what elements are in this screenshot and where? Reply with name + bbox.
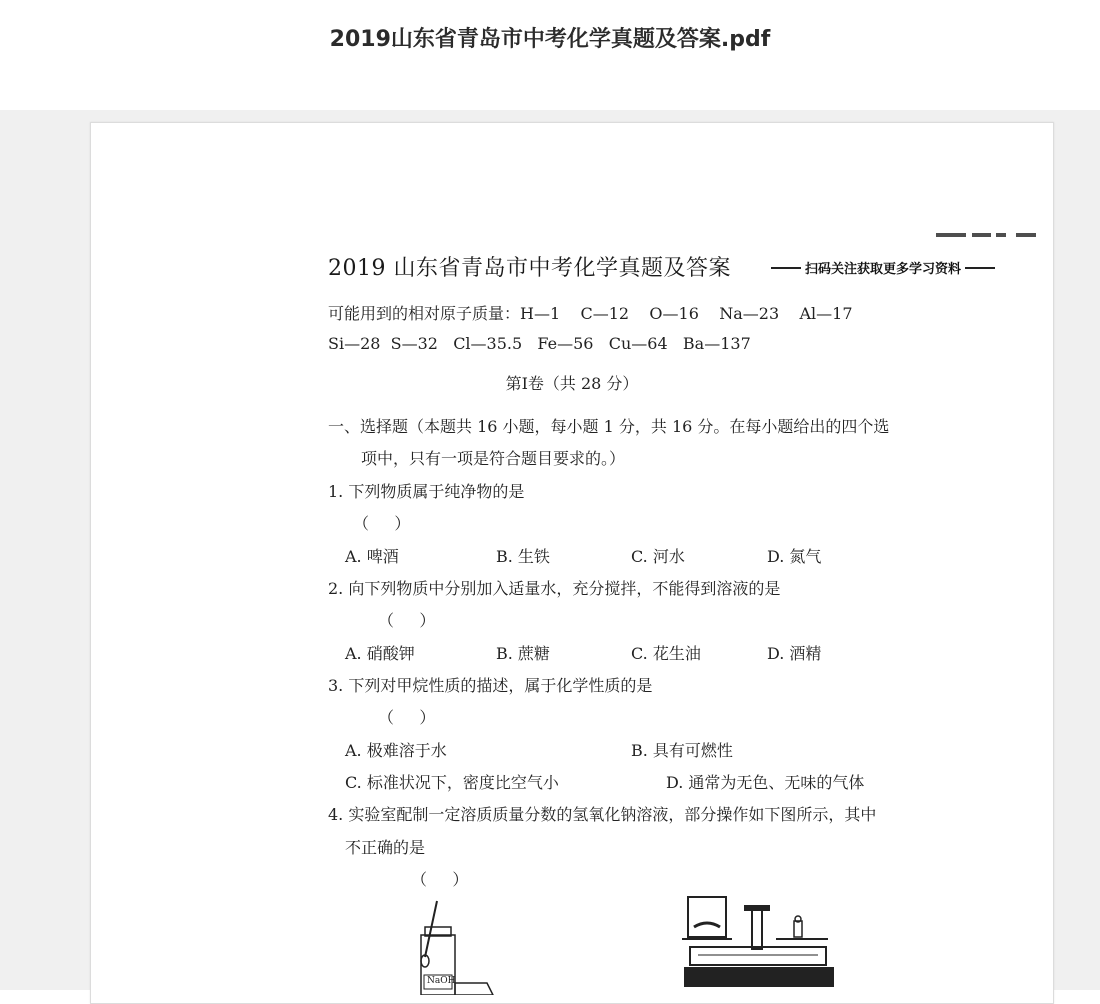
question-3-option-a: A. 极难溶于水: [345, 741, 447, 760]
question-2-option-a: A. 硝酸钾: [345, 644, 415, 663]
question-3-option-c: C. 标准状况下，密度比空气小: [345, 773, 559, 792]
paper-title: 2019 山东省青岛市中考化学真题及答案: [328, 256, 731, 281]
bottle-label: NaOH: [427, 976, 456, 986]
question-2-option-b: B. 蔗糖: [496, 644, 550, 663]
question-1-option-d: D. 氮气: [767, 547, 822, 566]
atomic-mass-line-2: Si—28 S—32 Cl—35.5 Fe—56 Cu—64 Ba—137: [328, 334, 751, 353]
question-1-bracket: （ ）: [353, 514, 411, 533]
section-instructions-1: 一、选择题（本题共 16 小题，每小题 1 分，共 16 分。在每小题给出的四个选: [328, 417, 890, 436]
question-1-option-b: B. 生铁: [496, 547, 550, 566]
section-instructions-2: 项中，只有一项是符合题目要求的。）: [361, 449, 626, 468]
question-4-bracket: （ ）: [411, 870, 469, 889]
question-1-stem: 1. 下列物质属于纯净物的是: [328, 482, 525, 501]
document-title: 2019山东省青岛市中考化学真题及答案.pdf: [329, 27, 771, 52]
question-3-bracket: （ ）: [378, 708, 436, 727]
title-bar: [0, 0, 1100, 110]
question-2-bracket: （ ）: [378, 611, 436, 630]
question-1-option-a: A. 啤酒: [345, 547, 399, 566]
volume-heading: 第Ⅰ卷（共 28 分）: [505, 374, 639, 393]
question-3-option-b: B. 具有可燃性: [631, 741, 733, 760]
banner-text: 扫码关注获取更多学习资料: [805, 262, 962, 277]
balance-scale-illustration: [676, 891, 841, 999]
atomic-mass-line-1: 可能用到的相对原子质量：H—1 C—12 O—16 Na—23 Al—17: [328, 304, 853, 323]
qr-banner: [771, 258, 995, 277]
question-3-option-d: D. 通常为无色、无味的气体: [666, 773, 865, 792]
question-3-stem: 3. 下列对甲烷性质的描述，属于化学性质的是: [328, 676, 653, 695]
pdf-page: [90, 122, 1054, 1004]
question-4-stem-2: 不正确的是: [345, 838, 426, 857]
banner-dash-right: [965, 267, 995, 269]
question-2-stem: 2. 向下列物质中分别加入适量水，充分搅拌，不能得到溶液的是: [328, 579, 781, 598]
question-4-stem-1: 4. 实验室配制一定溶质质量分数的氢氧化钠溶液，部分操作如下图所示，其中: [328, 805, 877, 824]
pdf-viewer[interactable]: [0, 110, 1100, 990]
question-2-option-d: D. 酒精: [767, 644, 822, 663]
question-2-option-c: C. 花生油: [631, 644, 701, 663]
question-1-option-c: C. 河水: [631, 547, 685, 566]
corner-decoration: [936, 233, 1036, 237]
banner-dash-left: [771, 267, 801, 269]
